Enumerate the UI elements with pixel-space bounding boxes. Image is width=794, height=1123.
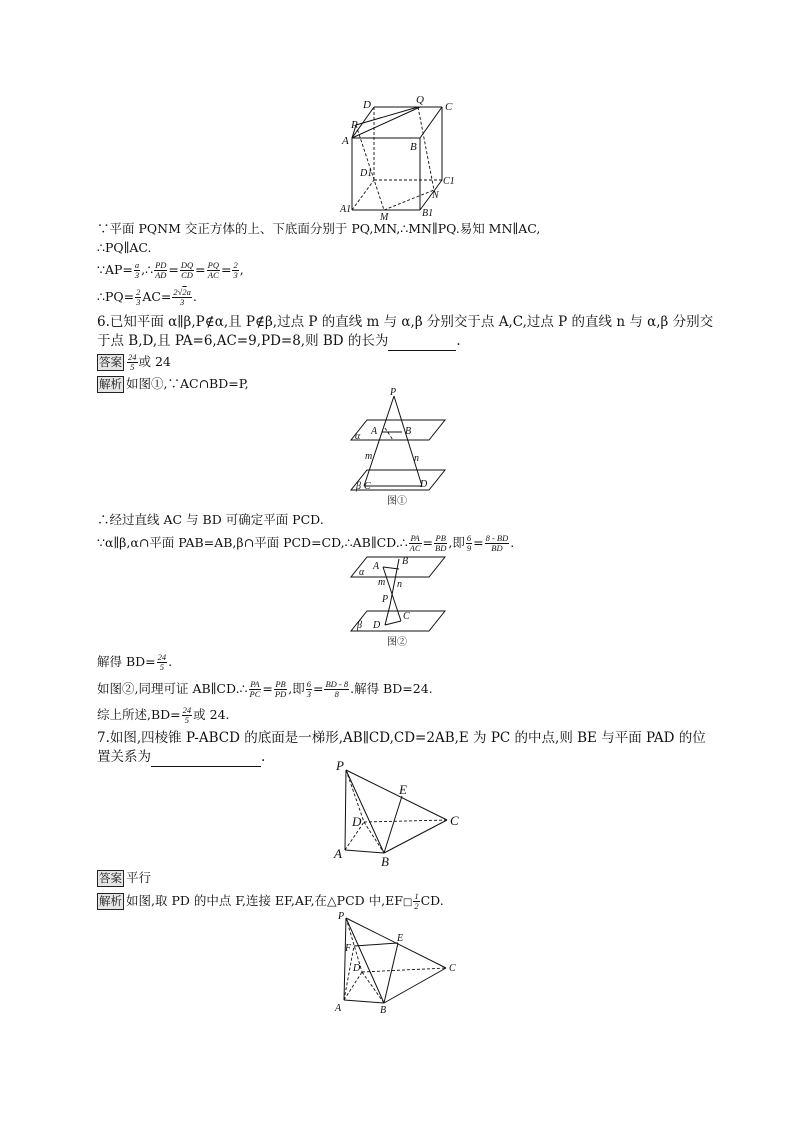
prev-text-1: ∵平面 PQNM 交正方体的上、下底面分别于 PQ,MN,∴MN∥PQ.易知 MN∥AC, [97, 221, 541, 236]
q7-answer: 平行 [126, 870, 152, 885]
answer-tag-q7: 答案 [99, 871, 122, 885]
q6-analysis-line-1: 解析 如图①,∵AC∩BD=P, [99, 376, 249, 391]
analysis-tag: 解析 [99, 377, 122, 391]
pyramid-label-B: B [381, 854, 389, 869]
pyramid-label-D: D [352, 814, 362, 829]
fig2-label-P: P [382, 594, 389, 605]
pyramid-label-P: P [336, 758, 344, 773]
fig2-label-B: B [402, 556, 409, 567]
cube-label-C1: C1 [443, 176, 455, 187]
fig2-label-m: m [378, 577, 386, 588]
prev-line-3: ∵AP= $\frac{a}{3}$ ,∴ $\frac{PD}{AD}$ = $\frac{DQ}{CD}$ = $\frac{PQ}{AC}$ = $\frac{2}{3}$ , [97, 260, 244, 280]
figure-2 [345, 553, 455, 649]
q7-text-line-2: 置关系为 . [97, 749, 266, 765]
cube-label-B1: B1 [422, 208, 434, 219]
pyramid-label-C: C [450, 813, 459, 828]
fig1-label-D: D [420, 479, 428, 490]
cube-label-M: M [380, 212, 389, 223]
q6-analysis-line-2: ∴经过直线 AC 与 BD 可确定平面 PCD. [97, 512, 324, 527]
cube-label-C: C [445, 101, 453, 113]
fig2-label-beta: β [357, 620, 362, 631]
pyramid2-label-C: C [449, 963, 456, 974]
pyramid-label-A: A [334, 846, 342, 861]
cube-label-A: A [342, 135, 349, 147]
prev-text-3a: ∵AP= [97, 262, 133, 277]
pyramid2-label-P: P [338, 911, 345, 922]
cube-label-Q: Q [416, 94, 424, 106]
fig2-caption: 图② [387, 637, 407, 648]
figure-1 [345, 388, 455, 513]
fig2-label-D: D [373, 620, 381, 631]
fig1-caption: 图① [387, 496, 407, 507]
pyramid2-label-F: F [345, 943, 352, 954]
q6-analysis-line-6: 综上所述,BD= $\frac{24}{5}$ 或 24. [97, 705, 230, 725]
prev-line-1 [97, 219, 697, 239]
pyramid2-label-D: D [353, 963, 361, 974]
fig1-label-B: B [405, 426, 412, 437]
fraction-result: $\frac{2√2a}{3}$ [173, 287, 191, 307]
cube-figure [330, 92, 470, 222]
fig1-label-C: C [364, 481, 371, 492]
q7-text-2: 置关系为 [97, 749, 151, 765]
q6-answer-fraction: $\frac{24}{5}$ [128, 352, 137, 372]
fig1-label-P: P [390, 387, 397, 398]
fraction-a-over-3: $\frac{a}{3}$ [134, 260, 140, 280]
answer-tag: 答案 [99, 355, 122, 369]
q7-analysis-line-1: 解析 如图,取 PD 的中点 F,连接 EF,AF,在△PCD 中,EF□ $\frac{1}{2}$ CD. [99, 891, 444, 911]
parallel-equal-symbol: □ [402, 897, 413, 908]
q7-text-line-1 [97, 728, 706, 748]
q6-answer-blank [388, 336, 456, 351]
q6-text-2: 于点 B,D,且 PA=6,AC=9,PD=8,则 BD 的长为 [97, 333, 389, 349]
cube-label-N: N [432, 190, 439, 201]
cube-label-D: D [363, 99, 371, 111]
q7-answer-blank [151, 752, 261, 767]
q6-analysis-line-5: 如图②,同理可证 AB∥CD.∴ $\frac{PA}{PC}$ = $\frac{PB}{PD}$ ,即 $\frac{6}{3}$ = $\frac{BD - 8}{8}$ .解得 BD=24. [97, 679, 433, 699]
fig2-label-C: C [403, 611, 410, 622]
q6-text-1: 6.已知平面 α∥β,P∉α,且 P∉β,过点 P 的直线 m 与 α,β 分别交于点 A,C,过点 P 的直线 n 与 α,β 分别交 [97, 314, 714, 330]
pyramid2-figure [332, 910, 467, 1018]
q7-text-1: 7.如图,四棱锥 P-ABCD 的底面是一梯形,AB∥CD,CD=2AB,E 为 PC 的中点,则 BE 与平面 PAD 的位 [97, 730, 706, 746]
prev-text-2: ∴PQ∥AC. [97, 240, 152, 255]
pyramid-label-E: E [399, 782, 407, 797]
fraction-2-3: $\frac{2}{3}$ [233, 260, 238, 280]
cube-label-A1: A1 [340, 204, 352, 215]
fraction-pq-ac: $\frac{PQ}{AC}$ [207, 260, 219, 280]
q6-analysis-line-3: ∵α∥β,α∩平面 PAB=AB,β∩平面 PCD=CD,∴AB∥CD.∴ $\frac{PA}{AC}$ = $\frac{PB}{BD}$ ,即 $\frac{6}{9}$ = $\frac{8 - BD}{BD}$ . [97, 533, 515, 553]
fig1-label-m: m [365, 451, 373, 462]
pyramid2-label-B: B [380, 1005, 387, 1016]
fig1-label-A: A [371, 426, 378, 437]
fraction-pd-ad: $\frac{PD}{AD}$ [155, 260, 167, 280]
q6-answer-line: 答案 $\frac{24}{5}$ 或 24 [99, 352, 171, 372]
figure-1-svg [345, 388, 455, 513]
q6-analysis-line-4: 解得 BD= $\frac{24}{5}$ . [97, 652, 173, 672]
analysis-tag-q7: 解析 [99, 894, 122, 908]
pyramid2-label-A: A [335, 1003, 342, 1014]
cube-svg [330, 92, 470, 222]
fig2-label-A: A [373, 561, 380, 572]
cube-label-P: P [351, 119, 358, 131]
fig1-label-alpha: α [355, 431, 361, 442]
pyramid2-label-E: E [397, 933, 404, 944]
figure-2-svg [345, 553, 455, 649]
q6-text-line-1 [97, 312, 714, 332]
fraction-dq-cd: $\frac{DQ}{CD}$ [180, 260, 194, 280]
q7-answer-line [97, 868, 697, 888]
fig1-label-beta: β [356, 481, 361, 492]
prev-line-4: ∴PQ= $\frac{2}{3}$ AC= $\frac{2√2a}{3}$ . [97, 287, 197, 307]
fig2-label-n: n [397, 579, 402, 590]
q6-text-line-2: 于点 B,D,且 PA=6,AC=9,PD=8,则 BD 的长为 . [97, 333, 461, 349]
cube-label-B: B [410, 141, 417, 153]
cube-label-D1: D1 [360, 168, 373, 179]
fig2-label-alpha: α [359, 567, 365, 578]
fraction-2-3-b: $\frac{2}{3}$ [136, 287, 141, 307]
pyramid-svg [332, 758, 467, 870]
fig1-label-n: n [414, 453, 419, 464]
pyramid-figure [332, 758, 467, 870]
prev-line-2 [97, 238, 697, 258]
pyramid2-svg [332, 910, 467, 1018]
